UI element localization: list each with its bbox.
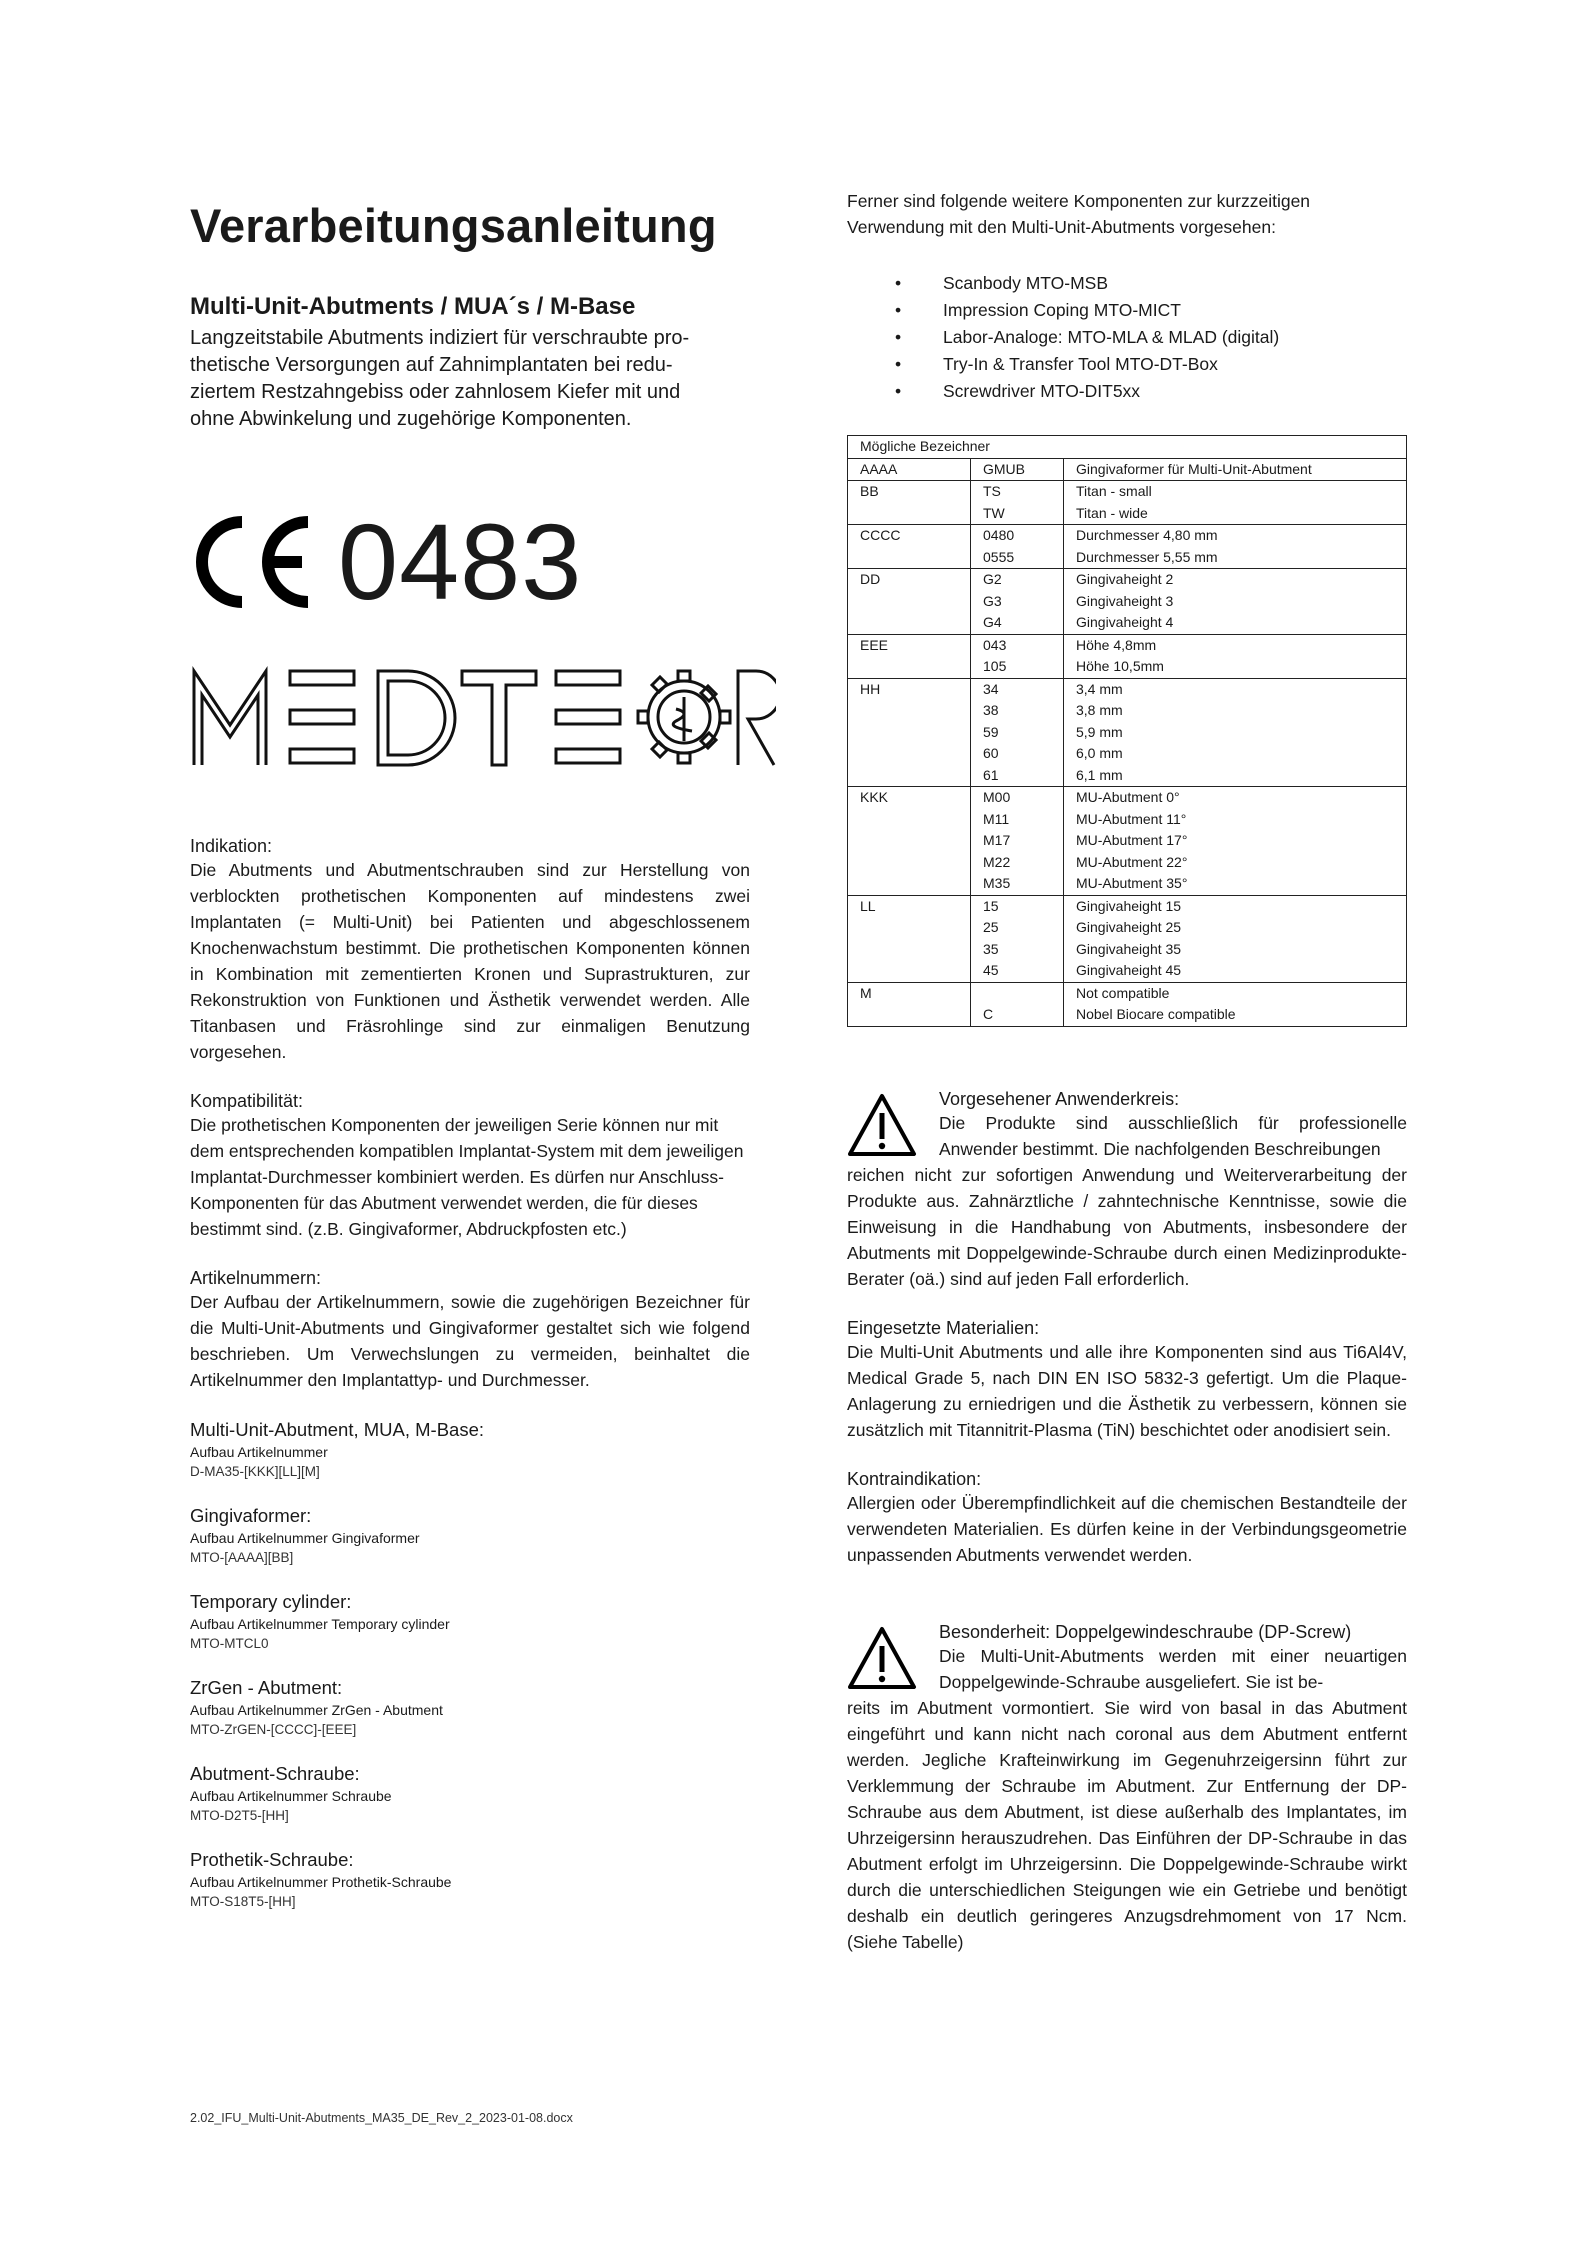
table-row — [848, 939, 1407, 961]
section-heading: Kompatibilität: — [190, 1091, 304, 1111]
designator-code-cell: M35 — [971, 873, 1064, 895]
designator-code-cell: G4 — [971, 612, 1064, 634]
designator-key-cell: EEE — [848, 634, 971, 656]
designator-key-cell: BB — [848, 481, 971, 503]
designator-table-body — [848, 458, 1407, 1026]
list-item: • Labor-Analoge: MTO-MLA & MLAD (digital) — [895, 324, 1407, 351]
right-column — [847, 188, 1407, 1955]
section-text: reits im Abutment vormontiert. Sie wird von basal in das Abutment eingeführt und kann nicht nach coronal aus dem Abutment entfernt werden. Jegliche Krafteinwirkung im Gegenuhrzeigersinn führt zur Verklemmung der Schraube im Abutment. Zur Entfernung der DP-Schraube aus dem Abutment, ist diese außerhalb des Implantates, im Uhrzeigersinn herauszudrehen. Das Einführen der DP-Schraube in das Abutment erfolgt im Uhrzeigersinn. Die Doppelgewinde-Schraube wirkt durch die unterschiedlichen Steigungen wie ein Getriebe und benötigt deshalb ein deutlich geringeres Anzugsdrehmoment von 17 Ncm. (Siehe Tabelle) — [847, 1697, 1407, 1952]
designator-description-cell: Durchmesser 4,80 mm — [1076, 527, 1218, 543]
table-row — [848, 700, 1407, 722]
article-sub: Aufbau Artikelnummer Gingivaformer — [190, 1530, 420, 1546]
footer-filename: 2.02_IFU_Multi-Unit-Abutments_MA35_DE_Rev_2_2023-01-08.docx — [190, 2111, 573, 2125]
section-text: Die Abutments und Abutmentschrauben sind zur Herstellung von verblockten prothetischen Komponenten auf mindestens zwei Implantaten (= Multi-Unit) bei Patienten und abgeschlossenem Knochenwachstum bestimmt. Die prothetischen Komponenten können in Kombination mit zementierten Kronen und Suprastrukturen, zur Rekonstruktion von Funktionen und Ästhetik verwendet werden. Alle Titanbasen und Fräsrohlinge sind zur einmaligen Benutzung vorgesehen. — [190, 860, 750, 1062]
designator-key-cell — [848, 939, 971, 961]
product-subtitle: Multi-Unit-Abutments / MUA´s / M-Base — [190, 293, 636, 320]
section-text: Allergien oder Überempfindlichkeit auf die chemischen Bestandteile der verwendeten Materialien. Es dürfen keine in der Verbindungsgeometrie unpassenden Abutments verwendet werden. — [847, 1492, 1407, 1565]
designator-description-cell: 3,8 mm — [1076, 702, 1123, 718]
designator-description-cell: MU-Abutment 22° — [1076, 853, 1188, 870]
designator-code-cell: 0555 — [971, 547, 1064, 569]
designator-description-cell: MU-Abutment 17° — [1076, 832, 1188, 848]
article-heading: Multi-Unit-Abutment, MUA, M-Base: — [190, 1419, 485, 1440]
product-description-line: ohne Abwinkelung und zugehörige Komponenten. — [190, 408, 632, 430]
article-heading: Abutment-Schraube: — [190, 1763, 360, 1784]
section-heading: Artikelnummern: — [190, 1268, 322, 1288]
article-block — [190, 1763, 750, 1823]
table-row — [848, 612, 1407, 634]
table-row — [848, 852, 1407, 874]
article-heading: Gingivaformer: — [190, 1505, 312, 1526]
designator-description-cell: MU-Abutment 11° — [1076, 810, 1187, 827]
article-heading: Prothetik-Schraube: — [190, 1849, 354, 1870]
table-row — [848, 569, 1407, 591]
table-row — [848, 830, 1407, 852]
designator-key-cell: AAAA — [848, 458, 971, 481]
designator-key-cell: CCCC — [848, 525, 971, 547]
designator-description-cell: Durchmesser 5,55 mm — [1076, 548, 1218, 565]
table-row — [848, 982, 1407, 1004]
section-heading: Indikation: — [190, 836, 273, 856]
article-block — [190, 1677, 750, 1737]
list-item: • Screwdriver MTO-DIT5xx — [895, 378, 1407, 405]
designator-code-cell: 45 — [971, 960, 1064, 982]
table-row — [848, 895, 1407, 917]
designator-description-cell: MU-Abutment 0° — [1076, 789, 1180, 805]
designator-key-cell — [848, 873, 971, 895]
designator-key-cell: HH — [848, 678, 971, 700]
section-text: Die prothetischen Komponenten der jeweiligen Serie können nur mit dem entsprechenden kompatiblen Implantat-System mit dem jeweiligen Implantat-Durchmesser kombiniert werden. Es dürfen nur Anschluss-Komponenten für das Abutment verwendet werden, die für dieses bestimmt sind. (z.B. Gingivaformer, Abdruckpfosten etc.) — [190, 1115, 744, 1239]
designator-description-cell: Gingivaheight 3 — [1076, 592, 1174, 609]
designator-key-cell — [848, 1004, 971, 1026]
notified-body-number: 0483 — [338, 501, 583, 622]
product-description-line: thetische Versorgungen auf Zahnimplantaten bei redu- — [190, 354, 673, 376]
components-list — [895, 270, 1407, 405]
designator-code-cell: 61 — [971, 765, 1064, 787]
designator-description-cell: 5,9 mm — [1076, 723, 1123, 740]
designator-key-cell: LL — [848, 895, 971, 917]
designator-key-cell — [848, 809, 971, 831]
section-heading: Kontraindikation: — [847, 1468, 982, 1489]
designator-code-cell: TS — [971, 481, 1064, 503]
section-text-indented: Die Produkte sind ausschließlich für professionelle Anwender bestimmt. Die nachfolgenden Beschreibungen — [939, 1112, 1407, 1159]
warning-icon — [847, 1093, 917, 1157]
designator-description-cell: Gingivaheight 25 — [1076, 919, 1182, 935]
table-row — [848, 481, 1407, 503]
designator-key-cell: DD — [848, 569, 971, 591]
designator-key-cell — [848, 830, 971, 852]
table-row — [848, 917, 1407, 939]
designator-description-cell: Titan - wide — [1076, 504, 1148, 521]
list-item: • Impression Coping MTO-MICT — [895, 297, 1407, 324]
table-row — [848, 547, 1407, 569]
product-description-line: ziertem Restzahngebiss oder zahnlosem Kiefer mit und — [190, 381, 681, 403]
designator-key-cell — [848, 656, 971, 678]
designator-description-cell: Gingivaheight 15 — [1076, 897, 1182, 914]
table-row — [848, 678, 1407, 700]
table-row — [848, 765, 1407, 787]
article-heading: ZrGen - Abutment: — [190, 1677, 343, 1698]
article-block — [190, 1419, 750, 1479]
section-text: reichen nicht zur sofortigen Anwendung und Weiterverarbeitung der Produkte aus. Zahnärztliche / zahntechnische Kenntnisse, sowie die Einweisung in die Handhabung von Abutments, insbesondere der Abutments mit Doppelgewinde-Schraube durch einen Medizinprodukte-Berater (oä.) sind auf jeden Fall erforderlich. — [847, 1164, 1407, 1289]
table-row — [848, 503, 1407, 525]
designator-description-cell: Titan - small — [1076, 483, 1152, 499]
section-besonderheit — [847, 1622, 1407, 1955]
designator-key-cell: KKK — [848, 787, 971, 809]
designator-key-cell: M — [848, 982, 971, 1004]
section-heading: Vorgesehener Anwenderkreis: — [939, 1088, 1180, 1109]
designator-code-cell: G2 — [971, 569, 1064, 591]
warning-icon — [847, 1626, 917, 1690]
section-heading: Besonderheit: Doppelgewindeschraube (DP-Screw) — [939, 1621, 1352, 1642]
designator-code-cell: M00 — [971, 787, 1064, 809]
section-materialien — [847, 1318, 1407, 1443]
designator-description-cell: Höhe 10,5mm — [1076, 658, 1164, 674]
section-artikelnummern — [190, 1268, 750, 1393]
designator-code-cell: M17 — [971, 830, 1064, 852]
designator-code-cell: 15 — [971, 895, 1064, 917]
list-item: • Scanbody MTO-MSB — [895, 270, 1407, 297]
designator-description-cell: Nobel Biocare compatible — [1076, 1006, 1236, 1022]
table-row — [848, 722, 1407, 744]
designator-code-cell: 35 — [971, 939, 1064, 961]
ce-marking — [190, 501, 750, 622]
table-row — [848, 634, 1407, 656]
table-row — [848, 960, 1407, 982]
table-row — [848, 743, 1407, 765]
section-kompatibilitaet — [190, 1091, 750, 1242]
designator-code-cell: 34 — [971, 678, 1064, 700]
article-sub: Aufbau Artikelnummer Schraube — [190, 1788, 392, 1804]
designator-code-cell: 105 — [971, 656, 1064, 678]
ce-mark-icon — [190, 514, 320, 610]
article-block — [190, 1849, 750, 1909]
article-sub: Aufbau Artikelnummer Temporary cylinder — [190, 1616, 450, 1632]
designator-description-cell: Gingivaformer für Multi-Unit-Abutment — [1076, 460, 1312, 477]
article-heading: Temporary cylinder: — [190, 1591, 352, 1612]
designator-code-cell: 043 — [971, 634, 1064, 656]
article-code: MTO-ZrGEN-[CCCC]-[EEE] — [190, 1722, 357, 1737]
table-row — [848, 873, 1407, 895]
section-indikation — [190, 836, 750, 1065]
section-text-indented: Die Multi-Unit-Abutments werden mit einer neuartigen Doppelgewinde-Schraube ausgeliefert. Sie ist be- — [939, 1645, 1407, 1692]
designator-code-cell: TW — [971, 503, 1064, 525]
table-row — [848, 525, 1407, 547]
designator-description-cell: Gingivaheight 45 — [1076, 962, 1182, 978]
designator-key-cell — [848, 917, 971, 939]
designator-description-cell: Not compatible — [1076, 984, 1170, 1001]
designator-key-cell — [848, 547, 971, 569]
section-text: Der Aufbau der Artikelnummern, sowie die zugehörigen Bezeichner für die Multi-Unit-Abutments und Gingivaformer gestaltet sich wie folgend beschrieben. Um Verwechslungen zu vermeiden, beinhaltet die Artikelnummer den Implantattyp- und Durchmesser. — [190, 1292, 750, 1390]
table-row — [848, 809, 1407, 831]
designator-key-cell — [848, 700, 971, 722]
components-intro: Ferner sind folgende weitere Komponenten zur kurzzeitigen Verwendung mit den Multi-Unit-Abutments vorgesehen: — [847, 191, 1311, 237]
table-row — [848, 787, 1407, 809]
article-code: MTO-S18T5-[HH] — [190, 1894, 296, 1909]
designator-code-cell: 25 — [971, 917, 1064, 939]
article-sub: Aufbau Artikelnummer — [190, 1444, 328, 1460]
designator-code-cell: 59 — [971, 722, 1064, 744]
table-header: Mögliche Bezeichner — [848, 436, 1407, 459]
left-column — [190, 188, 750, 1909]
designator-key-cell — [848, 852, 971, 874]
section-text: Die Multi-Unit Abutments und alle ihre Komponenten sind aus Ti6Al4V, Medical Grade 5, nach DIN EN ISO 5832-3 gefertigt. Um die Plaque-Anlagerung zu erniedrigen und die Ästhetik zu verbessern, können sie zusätzlich mit Titannitrit-Plasma (TiN) beschichtet oder anodisiert sein. — [847, 1341, 1407, 1440]
designator-code-cell: M11 — [971, 809, 1064, 831]
designator-description-cell: Gingivaheight 4 — [1076, 614, 1174, 630]
designator-code-cell: C — [971, 1004, 1064, 1026]
article-code: MTO-[AAAA][BB] — [190, 1550, 294, 1565]
designator-key-cell — [848, 743, 971, 765]
designator-code-cell: GMUB — [971, 458, 1064, 481]
article-code: D-MA35-[KKK][LL][M] — [190, 1464, 320, 1479]
product-description — [190, 325, 750, 433]
article-code: MTO-D2T5-[HH] — [190, 1808, 289, 1823]
designator-description-cell: Höhe 4,8mm — [1076, 636, 1157, 653]
designator-code-cell: 38 — [971, 700, 1064, 722]
designator-key-cell — [848, 503, 971, 525]
product-description-line: Langzeitstabile Abutments indiziert für verschraubte pro- — [190, 327, 690, 349]
medteor-logo — [190, 665, 776, 769]
designator-key-cell — [848, 960, 971, 982]
designator-description-cell: Gingivaheight 2 — [1076, 571, 1174, 587]
designator-description-cell: Gingivaheight 35 — [1076, 940, 1182, 957]
document-title: Verarbeitungsanleitung — [190, 199, 717, 252]
article-code: MTO-MTCL0 — [190, 1636, 269, 1651]
designator-code-cell: 0480 — [971, 525, 1064, 547]
table-row — [848, 591, 1407, 613]
designator-code-cell: G3 — [971, 591, 1064, 613]
designator-code-cell: 60 — [971, 743, 1064, 765]
article-sub: Aufbau Artikelnummer Prothetik-Schraube — [190, 1874, 452, 1890]
section-heading: Eingesetzte Materialien: — [847, 1317, 1040, 1338]
section-kontraindikation — [847, 1469, 1407, 1568]
designator-key-cell — [848, 591, 971, 613]
designator-key-cell — [848, 765, 971, 787]
article-block — [190, 1505, 750, 1565]
designator-description-cell: 6,0 mm — [1076, 745, 1123, 761]
list-item: • Try-In & Transfer Tool MTO-DT-Box — [895, 351, 1407, 378]
designator-key-cell — [848, 722, 971, 744]
designator-key-cell — [848, 612, 971, 634]
table-row — [848, 458, 1407, 481]
designator-table — [847, 435, 1407, 1027]
article-sub: Aufbau Artikelnummer ZrGen - Abutment — [190, 1702, 443, 1718]
designator-code-cell — [971, 982, 1064, 1004]
table-row — [848, 1004, 1407, 1026]
designator-description-cell: MU-Abutment 35° — [1076, 875, 1188, 891]
article-block — [190, 1591, 750, 1651]
designator-description-cell: 3,4 mm — [1076, 680, 1123, 697]
section-anwenderkreis — [847, 1089, 1407, 1292]
table-row — [848, 656, 1407, 678]
designator-description-cell: 6,1 mm — [1076, 766, 1123, 783]
designator-code-cell: M22 — [971, 852, 1064, 874]
